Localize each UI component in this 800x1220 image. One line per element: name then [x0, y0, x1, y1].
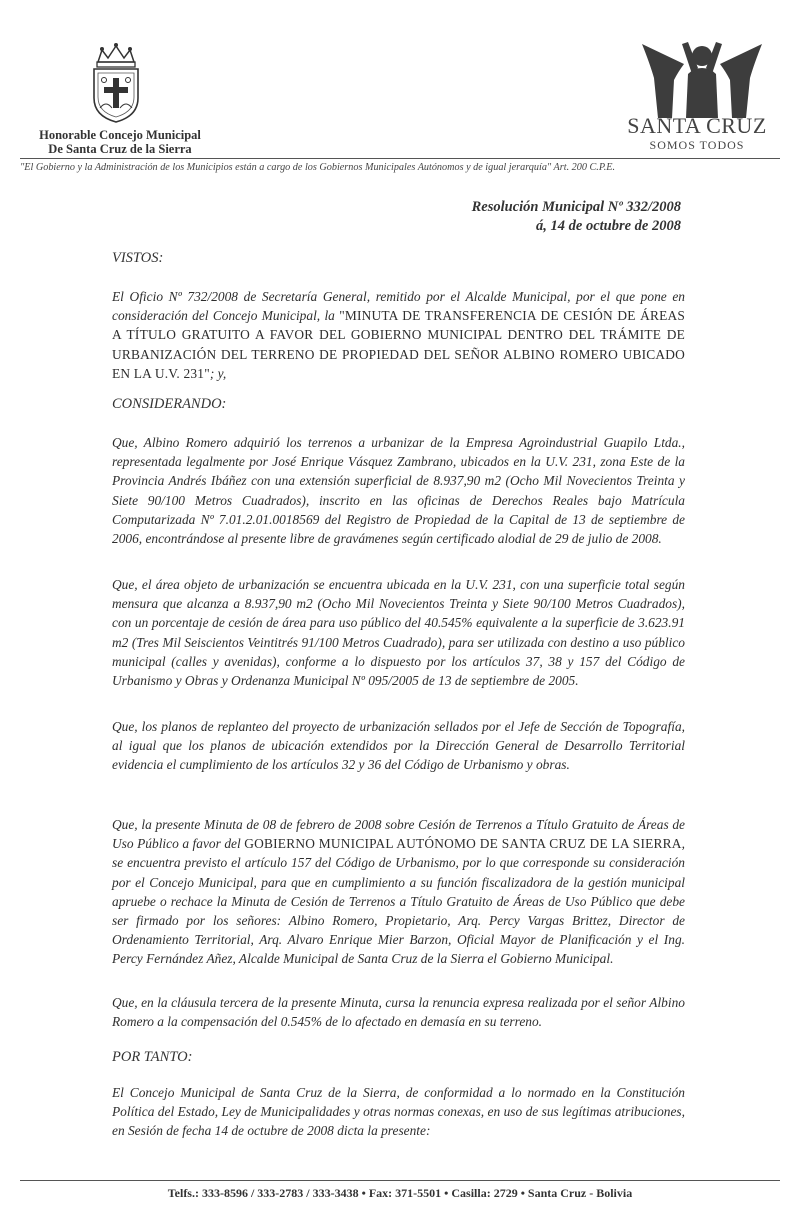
considerando-paragraph-1: Que, Albino Romero adquirió los terrenos a urbanizar de la Empresa Agroindustrial Guapilo Ltda., representada legalmente por José Enrique Vásquez Zambrano, ubicados en la U.V. 231, zona Este de la Provincia Andrés Ibáñez con una extensión superficial de 8.937,90 m2 (Ocho Mil Novecientos Treinta y Siete 90/100 Metros Cuadrados), inscrito en las oficinas de Derechos Reales bajo Matrícula Computarizada Nº 7.01.2.01.0018569 del Registro de Propiedad de la Capital de 13 de septiembre de 2006, encontrándose al presente libre de gravámenes según certificado alodial de 29 de julio de 2008.	[112, 435, 685, 547]
santa-cruz-figures-icon	[632, 34, 772, 120]
santa-cruz-logo-tagline: SOMOS TODOS	[649, 138, 745, 152]
considerando-paragraph-5: Que, en la cláusula tercera de la presente Minuta, cursa la renuncia expresa realizada por el señor Albino Romero a la compensación del 0.545% de lo afectado en demasía en su terreno.	[112, 995, 685, 1030]
vistos-paragraph	[112, 287, 685, 383]
footer-divider	[20, 1180, 780, 1181]
constitution-quote: "El Gobierno y la Administración de los Municipios están a cargo de los Gobiernos Municipales Autónomos y de igual jerarquía" Art. 200 C.P.E.	[20, 162, 616, 173]
resolution-title: Resolución Municipal Nº 332/2008	[471, 199, 681, 215]
considerando-heading: CONSIDERANDO:	[112, 396, 227, 412]
council-line-1: Honorable Concejo Municipal	[39, 128, 201, 142]
gobierno-municipal-name: GOBIERNO MUNICIPAL AUTÓNOMO DE SANTA CRUZ DE LA SIERRA	[244, 836, 682, 852]
council-line-2: De Santa Cruz de la Sierra	[48, 142, 192, 156]
considerando-paragraph-4	[112, 815, 685, 969]
resolution-date: á, 14 de octubre de 2008	[536, 218, 681, 234]
considerando-paragraph-3: Que, los planos de replanteo del proyecto de urbanización sellados por el Jefe de Sección de Topografía, al igual que los planos de ubicación extendidos por la Dirección General de Desarrollo Territorial evidencia el cumplimiento de los artículos 32 y 36 del Código de Urbanismo y obras.	[112, 719, 685, 773]
vistos-intro: El Oficio Nº 732/2008 de Secretaría General, remitido por el Alcalde Municipal, por el que pone en consideración del Concejo Municipal, la	[112, 289, 685, 324]
considerando-paragraph-2: Que, el área objeto de urbanización se encuentra ubicada en la U.V. 231, con una superficie total según mensura que alcanza a 8.937,90 m2 (Ocho Mil Novecientos Treinta y Siete 90/100 Metros Cuadrados), con un porcentaje de cesión de área para uso público del 40.545% equivalente a la superficie de 3.623.91 m2 (Tres Mil Seiscientos Veintitrés 91/100 Metros Cuadrado), para ser utilizada con destino a uso público municipal (calles y avenidas), conforme a lo dispuesto por los artículos 37, 38 y 157 del Código de Urbanismo y Obras y Ordenanza Municipal Nº 095/2005 de 13 de septiembre de 2005.	[112, 577, 685, 689]
santa-cruz-logo-name: SANTA CRUZ	[627, 113, 767, 138]
por-tanto-heading: POR TANTO:	[112, 1049, 193, 1065]
minuta-title: "MINUTA DE TRANSFERENCIA DE CESIÓN DE ÁREAS A TÍTULO GRATUITO A FAVOR DEL GOBIERNO MUNICIPAL DENTRO DEL TRÁMITE DE URBANIZACIÓN DEL TERRENO DE PROPIEDAD DEL SEÑOR ALBINO ROMERO UBICADO EN LA U.V. 231"	[112, 308, 686, 381]
vistos-tail: ; y,	[209, 365, 227, 381]
considerando-p4-start: Que, la presente Minuta de 08 de febrero de 2008 sobre Cesión de Terrenos a Título Gratuito de Áreas de Uso Público a favor del	[112, 817, 685, 852]
council-name	[20, 128, 220, 156]
header-divider	[20, 158, 780, 159]
por-tanto-paragraph: El Concejo Municipal de Santa Cruz de la Sierra, de conformidad a lo normado en la Constitución Política del Estado, Ley de Municipalidades y otras normas conexas, en uso de sus legítimas atribuciones, en Sesión de fecha 14 de octubre de 2008 dicta la presente:	[112, 1085, 685, 1139]
considerando-p4-end: , se encuentra previsto el artículo 157 del Código de Urbanismo, por lo que corresponde su consideración por el Concejo Municipal, para que en cumplimiento a su función fiscalizadora de la gestión municipal apruebe o rechace la Minuta de Cesión de Terrenos a Título Gratuito de Áreas de Uso Público que debe ser firmado por los señores: Albino Romero, Propietario, Arq. Percy Vargas Brittez, Director de Ordenamiento Territorial, Arq. Alvaro Enrique Mier Barzon, Oficial Mayor de Planificación y el Ing. Percy Fernández Añez, Alcalde Municipal de Santa Cruz de la Sierra el Gobierno Municipal.	[112, 836, 685, 967]
coat-of-arms-icon	[84, 42, 148, 124]
vistos-heading: VISTOS:	[112, 250, 164, 266]
contact-footer: Telfs.: 333-8596 / 333-2783 / 333-3438 • Fax: 371-5501 • Casilla: 2729 • Santa Cruz - Bolivia	[167, 1186, 633, 1200]
